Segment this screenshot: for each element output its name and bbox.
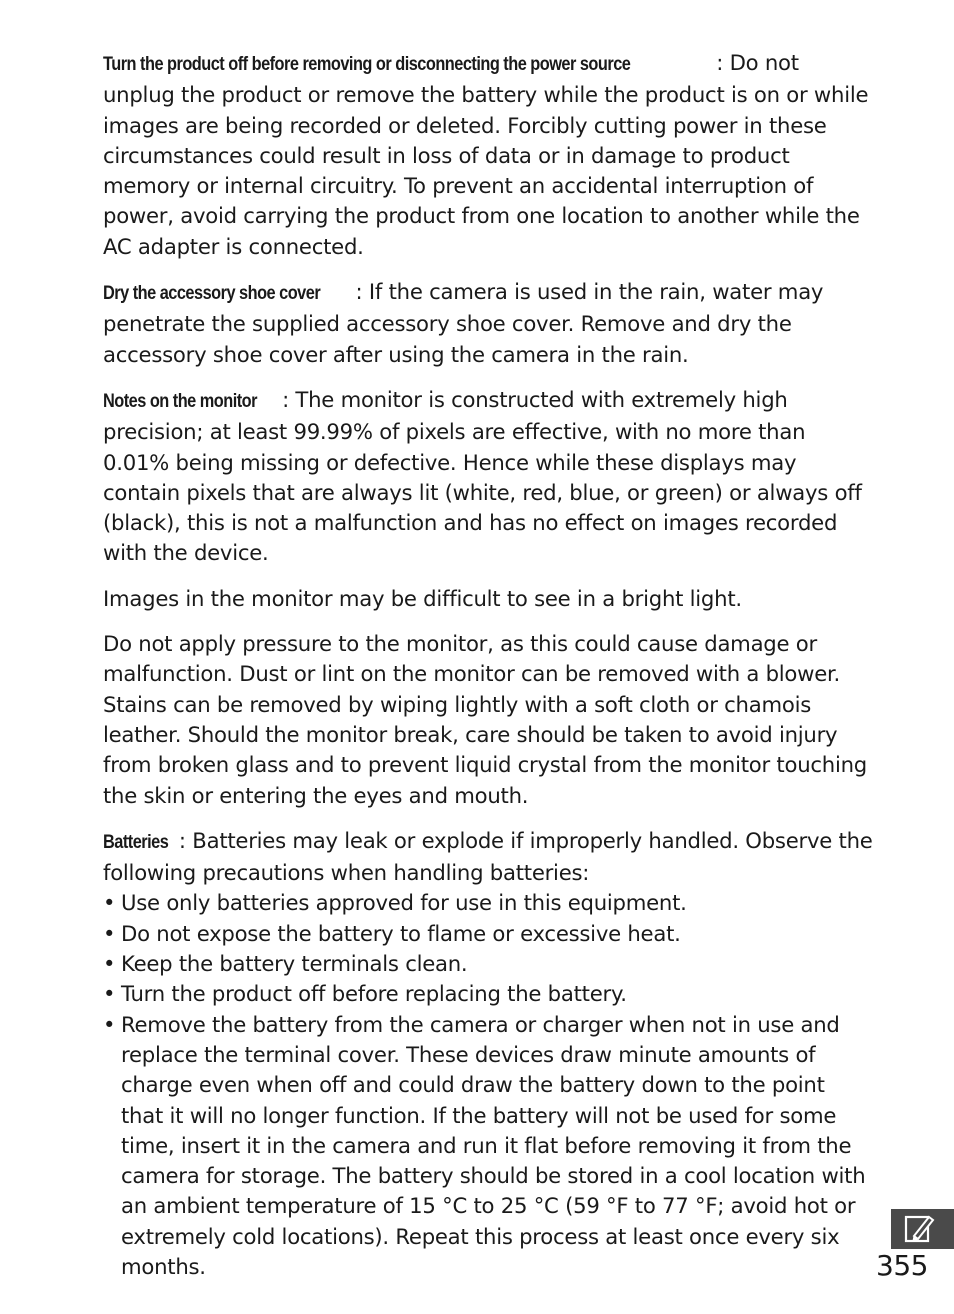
page-number: 355 xyxy=(876,1249,928,1282)
list-item xyxy=(103,949,873,979)
paragraph-monitor-pressure xyxy=(103,629,873,811)
paragraph-text: Images in the monitor may be difficult to see in a bright light. xyxy=(103,585,742,611)
section-tab[interactable] xyxy=(891,1209,954,1249)
bullet-marker: • xyxy=(103,951,116,977)
paragraph-lead: Notes on the monitor xyxy=(103,390,257,412)
paragraph-shoe-cover xyxy=(103,277,873,370)
paragraph-text: : The monitor is constructed with extremely high precision; at least 99.99% of pixels are effective, with no more than 0.01% being missing or defective. Hence while these displays may contain pixels that are always lit (white, red, blue, or green) or always off (black), this is not a malfunction and has no effect on images recorded with the device. xyxy=(103,386,862,566)
paragraph-batteries xyxy=(103,826,873,889)
list-item-text: Remove the battery from the camera or charger when not in use and replace the terminal cover. These devices draw minute amounts of charge even when off and could draw the battery down to the point that it will no longer function. If the battery will not be used for some time, insert it in the camera and run it flat before removing it from the camera for storage. The battery should be stored in a cool location with an ambient temperature of 15 °C to 25 °C (59 °F to 77 °F; avoid hot or extremely cold locations). Repeat this process at least once every six months. xyxy=(121,1011,866,1279)
list-item-text: Keep the battery terminals clean. xyxy=(121,951,468,977)
paragraph-lead: Dry the accessory shoe cover xyxy=(103,283,321,305)
paragraph-text: : Do not unplug the product or remove the battery while the product is on or while images are being recorded or deleted. Forcibly cutting power in these circumstances could result in loss of data or in damage to product memory or internal circuitry. To prevent an accidental interruption of power, avoid carrying the product from one location to another while the AC adapter is connected. xyxy=(103,50,869,259)
paragraph-text: Do not apply pressure to the monitor, as this could cause damage or malfunction. Dust or lint on the monitor can be removed with a blower. Stains can be removed by wiping lightly with a soft cloth or chamois leather. Should the monitor break, care should be taken to avoid injury from broken glass and to prevent liquid crystal from the monitor touching the skin or entering the eyes and mouth. xyxy=(103,631,867,808)
bullet-marker: • xyxy=(103,890,116,916)
paragraph-text: : If the camera is used in the rain, water may penetrate the supplied accessory shoe cover. Remove and dry the accessory shoe cover after using the camera in the rain. xyxy=(103,279,824,367)
bullet-marker: • xyxy=(103,920,116,946)
paragraph-monitor-bright-light xyxy=(103,584,873,614)
paragraph-text: : Batteries may leak or explode if improperly handled. Observe the following precautions when handling batteries: xyxy=(103,827,873,886)
bullet-marker: • xyxy=(103,981,116,1007)
paragraph-lead: Batteries xyxy=(103,831,169,853)
list-item xyxy=(103,1010,873,1283)
list-item xyxy=(103,888,873,918)
technical-notes-pencil-icon xyxy=(903,1214,937,1244)
list-item-text: Use only batteries approved for use in this equipment. xyxy=(121,890,687,916)
paragraph-monitor-notes xyxy=(103,385,873,569)
list-item-text: Turn the product off before replacing the battery. xyxy=(121,981,627,1007)
list-item xyxy=(103,979,873,1009)
list-item xyxy=(103,919,873,949)
paragraph-power-source xyxy=(103,48,873,262)
bullet-marker: • xyxy=(103,1011,116,1037)
list-item-text: Do not expose the battery to flame or excessive heat. xyxy=(121,920,681,946)
paragraph-lead: Turn the product off before removing or disconnecting the power source xyxy=(103,54,631,75)
battery-precautions-list xyxy=(103,888,873,1282)
page-body xyxy=(103,48,873,1282)
